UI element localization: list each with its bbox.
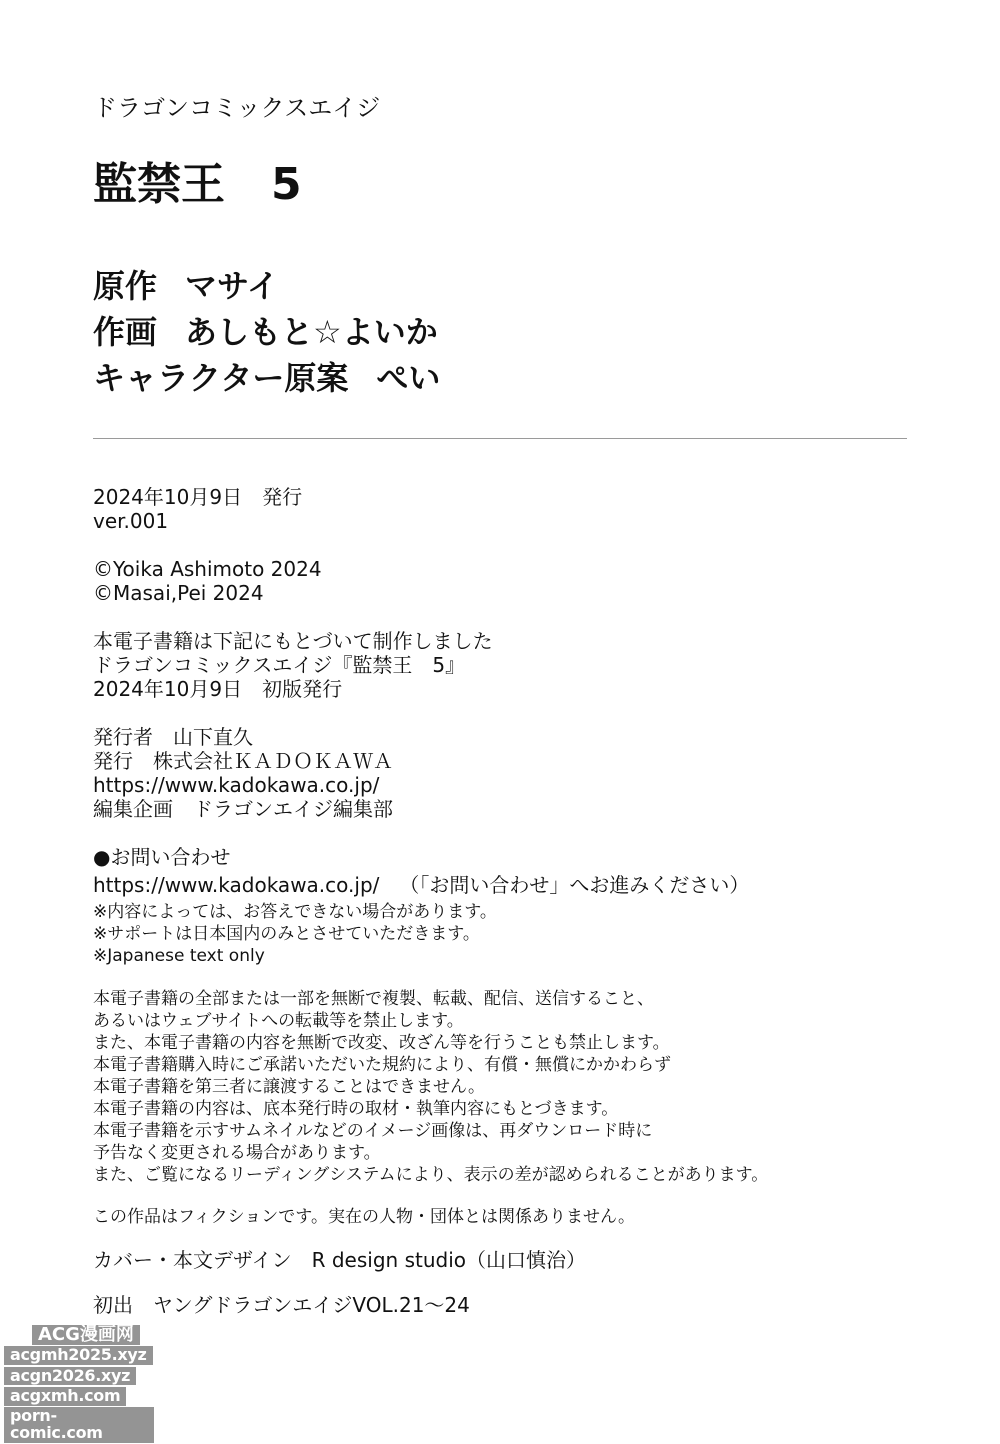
publisher [93,751,393,771]
book-title [93,159,302,210]
first-appearance-label: 初出 [93,1293,133,1317]
inquiry-heading: ●お問い合わせ [93,845,231,869]
issuer-name: 山下直久 [173,725,253,749]
credit-original [93,267,279,305]
first-appearance [93,1295,470,1315]
editor-name: ドラゴンエイジ編集部 [193,797,393,821]
legal-line: また、本電子書籍の内容を無断で改変、改ざん等を行うことも禁止します。 [93,1033,670,1053]
legal-line: あるいはウェブサイトへの転載等を禁止します。 [93,1011,464,1031]
credit-name: ぺい [376,359,441,397]
publisher-url[interactable]: https://www.kadokawa.co.jp/ [93,773,380,797]
legal-line: また、ご覧になるリーディングシステムにより、表示の差が認められることがあります。 [93,1165,769,1185]
inquiry-note: ※内容によっては、お答えできない場合があります。 [93,902,497,922]
design-value: R design studio（山口慎治） [311,1248,586,1272]
fiction-notice: この作品はフィクションです。実在の人物・団体とは関係ありません。 [93,1207,635,1227]
watermark-logo: ACG漫画网 [32,1325,140,1345]
copyright-line: ©Masai,Pei 2024 [93,581,264,605]
date-text: 2024年10月9日 [93,485,243,509]
credit-role: 作画 [93,313,158,351]
date-suffix: 発行 [262,485,303,509]
design-label: カバー・本文デザイン [93,1248,292,1272]
issuer [93,727,253,747]
watermark-line: acgxmh.com [4,1387,126,1406]
watermark-line: acgmh2025.xyz [4,1346,153,1365]
inquiry-url-note: （「お問い合わせ」へお進みください） [399,873,750,897]
copyright-line: ©Yoika Ashimoto 2024 [93,557,322,581]
legal-line: 本電子書籍を第三者に譲渡することはできません。 [93,1077,486,1097]
watermark-line: porn-comic.com [4,1407,154,1443]
inquiry-url[interactable]: https://www.kadokawa.co.jp/ [93,873,380,897]
first-appearance-value: ヤングドラゴンエイジVOL.21～24 [153,1293,470,1317]
design-credit [93,1250,586,1270]
credit-name: マサイ [185,267,279,305]
credit-name: あしもと☆よいか [185,313,438,351]
watermark-line: acgn2026.xyz [4,1367,136,1386]
publisher-name: 株式会社ＫＡＤＯＫＡＷＡ [153,749,393,773]
editor [93,799,393,819]
publication-date [93,487,302,507]
legal-line: 予告なく変更される場合があります。 [93,1143,381,1163]
credit-art [93,313,438,351]
basis-line: 本電子書籍は下記にもとづいて制作しました [93,629,493,653]
legal-line: 本電子書籍の全部または一部を無断で複製、転載、配信、送信すること、 [93,989,654,1009]
legal-line: 本電子書籍を示すサムネイルなどのイメージ画像は、再ダウンロード時に [93,1121,653,1141]
basis-line: 2024年10月9日 初版発行 [93,677,343,701]
inquiry-note: ※Japanese text only [93,946,265,966]
basis-line: ドラゴンコミックスエイジ『監禁王 5』 [93,653,466,677]
credit-role: 原作 [93,267,158,305]
version: ver.001 [93,509,169,533]
issuer-label: 発行者 [93,725,153,749]
legal-line: 本電子書籍の内容は、底本発行時の取材・執筆内容にもとづきます。 [93,1099,619,1119]
publisher-label: 発行 [93,749,133,773]
volume-number: 5 [271,159,302,210]
title-text: 監禁王 [93,159,225,210]
inquiry-note: ※サポートは日本国内のみとさせていただきます。 [93,924,480,944]
series-label: ドラゴンコミックスエイジ [93,94,381,122]
legal-line: 本電子書籍購入時にご承諾いただいた規約により、有償・無償にかかわらず [93,1055,671,1075]
credit-role: キャラクター原案 [93,359,349,397]
editor-label: 編集企画 [93,797,173,821]
inquiry-line [93,875,749,895]
credit-character-design [93,359,441,397]
watermark-overlay [4,1325,154,1444]
divider [93,438,907,439]
